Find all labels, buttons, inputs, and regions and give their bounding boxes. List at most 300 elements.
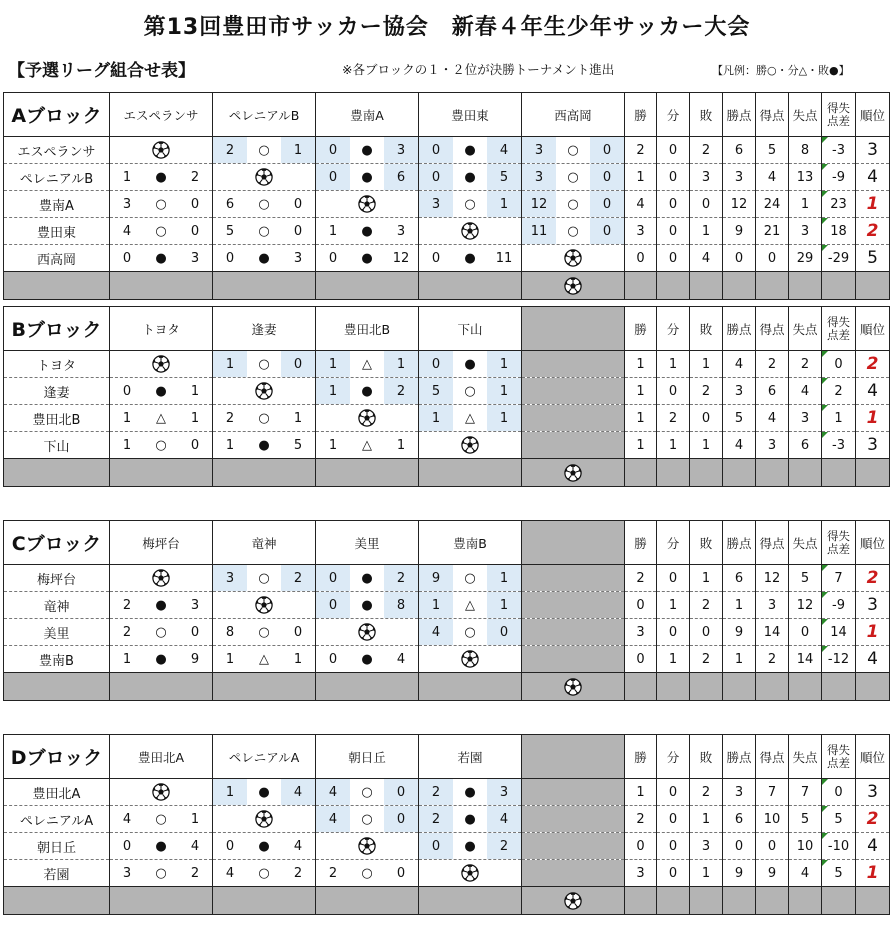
goal-count: 5 — [293, 437, 303, 453]
goal-count: 3 — [396, 223, 406, 239]
result-mark: ● — [453, 137, 487, 163]
match-result — [213, 833, 316, 860]
stat-value: 0 — [822, 351, 856, 378]
goal-count: 5 — [225, 223, 235, 239]
goal-count: 11 — [522, 218, 556, 244]
team-row — [4, 218, 890, 245]
soccer-ball-icon — [316, 191, 419, 218]
stat-value: 7 — [756, 779, 789, 806]
match-result — [316, 245, 419, 272]
empty-slot — [316, 673, 419, 701]
stat-value: 2 — [625, 137, 657, 164]
goal-count: 1 — [190, 383, 200, 399]
team-name: 西高岡 — [4, 245, 110, 272]
stat-value: -9 — [822, 164, 856, 191]
stat-value: 6 — [756, 378, 789, 405]
team-column-header: ペレニアルB — [213, 93, 316, 137]
stat-value: 8 — [789, 137, 822, 164]
goal-count: 1 — [122, 437, 132, 453]
match-result — [110, 218, 213, 245]
result-mark: ○ — [453, 378, 487, 404]
goal-count: 1 — [487, 405, 521, 431]
stat-value: 3 — [756, 592, 789, 619]
goal-count: 0 — [190, 624, 200, 640]
soccer-ball-icon — [213, 592, 316, 619]
goal-count: 3 — [213, 565, 247, 591]
stat-value: 4 — [723, 351, 756, 378]
goal-count: 0 — [190, 437, 200, 453]
result-mark: ● — [453, 164, 487, 190]
match-result — [213, 779, 316, 806]
result-mark: ● — [350, 565, 384, 591]
stat-value: 2 — [789, 351, 822, 378]
empty-slot — [625, 459, 657, 487]
team-row — [4, 432, 890, 459]
goal-count: 4 — [190, 838, 200, 854]
goal-count: 3 — [522, 137, 556, 163]
stat-value: 0 — [756, 245, 789, 272]
team-row — [4, 779, 890, 806]
goal-count: 4 — [487, 806, 521, 832]
team-name: 豊南B — [4, 646, 110, 673]
goal-count: 4 — [122, 811, 132, 827]
result-mark: ○ — [361, 865, 373, 881]
stat-value: 2 — [690, 592, 723, 619]
result-mark: ○ — [258, 865, 270, 881]
match-result — [419, 351, 522, 378]
stat-header: 得失 点差 — [822, 521, 856, 565]
result-mark: ● — [350, 137, 384, 163]
match-result — [419, 565, 522, 592]
empty-slot — [522, 833, 625, 860]
goal-count: 0 — [590, 191, 624, 217]
goal-count: 4 — [281, 779, 315, 805]
result-mark: △ — [362, 437, 372, 453]
team-column-header: 豊南B — [419, 521, 522, 565]
team-row — [4, 833, 890, 860]
result-mark: ○ — [155, 865, 167, 881]
result-mark: ● — [361, 250, 373, 266]
match-result — [213, 646, 316, 673]
empty-slot — [657, 272, 690, 300]
goal-count: 3 — [419, 191, 453, 217]
match-result — [316, 806, 419, 833]
stat-value: 1 — [723, 646, 756, 673]
soccer-ball-icon — [522, 245, 625, 272]
goal-count: 4 — [316, 779, 350, 805]
empty-slot — [522, 646, 625, 673]
stat-header: 得失 点差 — [822, 735, 856, 779]
stat-value: 0 — [657, 619, 690, 646]
stat-value: 29 — [789, 245, 822, 272]
team-column-header: 美里 — [316, 521, 419, 565]
stat-value: 0 — [625, 833, 657, 860]
result-mark: ● — [155, 651, 167, 667]
team-column-header: 豊南A — [316, 93, 419, 137]
goal-count: 2 — [281, 565, 315, 591]
result-mark: △ — [453, 405, 487, 431]
result-mark: ● — [155, 169, 167, 185]
result-mark: ● — [258, 250, 270, 266]
goal-count: 0 — [225, 250, 235, 266]
stat-value: 1 — [657, 432, 690, 459]
goal-count: 0 — [590, 218, 624, 244]
team-column-header: 豊田北A — [110, 735, 213, 779]
soccer-ball-icon — [522, 673, 625, 701]
empty-slot — [213, 459, 316, 487]
result-mark: ○ — [258, 410, 270, 426]
match-result — [110, 245, 213, 272]
empty-slot — [213, 272, 316, 300]
match-result — [316, 432, 419, 459]
soccer-ball-icon — [522, 459, 625, 487]
team-row — [4, 245, 890, 272]
stat-value: 0 — [657, 806, 690, 833]
goal-count: 0 — [190, 223, 200, 239]
result-mark: ○ — [258, 624, 270, 640]
stat-value: 4 — [789, 860, 822, 887]
goal-count: 0 — [431, 250, 441, 266]
rank: 4 — [856, 833, 890, 860]
page-title: 第13回豊田市サッカー協会 新春４年生少年サッカー大会 — [143, 15, 751, 40]
result-mark: △ — [259, 651, 269, 667]
empty-slot — [723, 459, 756, 487]
stat-value: 12 — [756, 565, 789, 592]
block-table — [3, 520, 890, 701]
result-mark: ○ — [350, 779, 384, 805]
match-result — [213, 137, 316, 164]
goal-count: 1 — [190, 410, 200, 426]
stat-header: 得点 — [756, 307, 789, 351]
team-name: 下山 — [4, 432, 110, 459]
team-name: 梅坪台 — [4, 565, 110, 592]
empty-slot — [856, 887, 890, 915]
footer-row — [4, 459, 890, 487]
team-row — [4, 191, 890, 218]
stat-value: 6 — [723, 806, 756, 833]
match-result — [522, 164, 625, 191]
goal-count: 1 — [419, 405, 453, 431]
match-result — [110, 833, 213, 860]
empty-slot — [522, 592, 625, 619]
rank: 3 — [856, 592, 890, 619]
empty-slot — [4, 272, 110, 300]
stat-header: 勝点 — [723, 735, 756, 779]
stat-header: 順位 — [856, 735, 890, 779]
match-result — [316, 164, 419, 191]
empty-slot — [625, 673, 657, 701]
result-mark: ● — [453, 351, 487, 377]
stat-value: 2 — [690, 378, 723, 405]
empty-slot — [690, 272, 723, 300]
stat-header: 勝点 — [723, 521, 756, 565]
team-row — [4, 592, 890, 619]
team-row — [4, 860, 890, 887]
result-mark: ○ — [155, 223, 167, 239]
empty-slot — [522, 405, 625, 432]
empty-slot — [522, 735, 625, 779]
match-result — [419, 833, 522, 860]
block-name: Bブロック — [4, 307, 110, 351]
page-subtitle: 【予選リーグ組合せ表】 — [8, 61, 195, 81]
stat-value: 2 — [657, 405, 690, 432]
stat-header: 勝 — [625, 93, 657, 137]
match-result — [213, 218, 316, 245]
goal-count: 2 — [293, 865, 303, 881]
team-row — [4, 806, 890, 833]
match-result — [110, 191, 213, 218]
goal-count: 0 — [293, 624, 303, 640]
match-result — [110, 405, 213, 432]
team-name: 美里 — [4, 619, 110, 646]
goal-count: 9 — [190, 651, 200, 667]
goal-count: 0 — [487, 619, 521, 645]
empty-slot — [4, 673, 110, 701]
team-name: 朝日丘 — [4, 833, 110, 860]
stat-value: 1 — [690, 860, 723, 887]
match-result — [213, 405, 316, 432]
result-mark: △ — [350, 351, 384, 377]
empty-slot — [789, 887, 822, 915]
match-result — [110, 378, 213, 405]
stat-value: 1 — [690, 218, 723, 245]
rank: 4 — [856, 646, 890, 673]
empty-slot — [522, 806, 625, 833]
empty-slot — [110, 887, 213, 915]
goal-count: 1 — [213, 351, 247, 377]
goal-count: 0 — [122, 250, 132, 266]
stat-value: 0 — [690, 191, 723, 218]
result-mark: ● — [155, 838, 167, 854]
stat-header: 順位 — [856, 521, 890, 565]
stat-header: 得点 — [756, 93, 789, 137]
result-mark: ○ — [247, 565, 281, 591]
stat-header: 敗 — [690, 735, 723, 779]
goal-count: 4 — [316, 806, 350, 832]
goal-count: 0 — [328, 250, 338, 266]
empty-slot — [756, 887, 789, 915]
stat-header: 敗 — [690, 521, 723, 565]
stat-value: 2 — [822, 378, 856, 405]
team-name: トヨタ — [4, 351, 110, 378]
soccer-ball-icon — [110, 779, 213, 806]
result-mark: ○ — [155, 196, 167, 212]
stat-value: 13 — [789, 164, 822, 191]
result-mark: ○ — [453, 191, 487, 217]
stat-value: 6 — [789, 432, 822, 459]
team-name: 豊田北A — [4, 779, 110, 806]
block-name: Cブロック — [4, 521, 110, 565]
stat-value: 0 — [756, 833, 789, 860]
rank: 2 — [856, 218, 890, 245]
match-result — [316, 351, 419, 378]
match-result — [213, 351, 316, 378]
stat-value: 2 — [690, 137, 723, 164]
result-mark: ○ — [155, 437, 167, 453]
soccer-ball-icon — [213, 164, 316, 191]
goal-count: 2 — [419, 806, 453, 832]
advancement-note: ※各ブロックの１・２位が決勝トーナメント進出 — [342, 62, 615, 77]
empty-slot — [419, 673, 522, 701]
stat-header: 分 — [657, 93, 690, 137]
rank: 2 — [856, 806, 890, 833]
empty-slot — [110, 272, 213, 300]
goal-count: 12 — [522, 191, 556, 217]
empty-slot — [756, 459, 789, 487]
empty-slot — [723, 272, 756, 300]
goal-count: 1 — [487, 565, 521, 591]
stat-value: 9 — [723, 218, 756, 245]
block-table — [3, 306, 890, 487]
empty-slot — [822, 459, 856, 487]
soccer-ball-icon — [110, 565, 213, 592]
rank: 1 — [856, 405, 890, 432]
rank: 1 — [856, 191, 890, 218]
match-result — [419, 806, 522, 833]
stat-value: 0 — [657, 137, 690, 164]
soccer-ball-icon — [419, 218, 522, 245]
stat-value: 5 — [789, 565, 822, 592]
stat-header: 勝点 — [723, 307, 756, 351]
empty-slot — [316, 887, 419, 915]
goal-count: 5 — [487, 164, 521, 190]
stat-value: 3 — [723, 164, 756, 191]
stat-value: 0 — [723, 245, 756, 272]
stat-value: 6 — [723, 565, 756, 592]
goal-count: 2 — [384, 565, 418, 591]
stat-value: 0 — [657, 860, 690, 887]
goal-count: 0 — [419, 137, 453, 163]
stat-header: 失点 — [789, 307, 822, 351]
empty-slot — [419, 459, 522, 487]
legend: 【凡例：勝○・分△・敗●】 — [712, 64, 850, 77]
stat-value: 0 — [657, 164, 690, 191]
team-name: 豊田東 — [4, 218, 110, 245]
stat-value: 21 — [756, 218, 789, 245]
result-mark: ○ — [155, 811, 167, 827]
result-mark: ○ — [247, 137, 281, 163]
empty-slot — [657, 887, 690, 915]
result-mark: ● — [350, 164, 384, 190]
stat-value: 2 — [756, 646, 789, 673]
team-column-header: 梅坪台 — [110, 521, 213, 565]
result-mark: ● — [453, 806, 487, 832]
team-column-header: ペレニアルA — [213, 735, 316, 779]
stat-value: 4 — [756, 405, 789, 432]
result-mark: ● — [247, 779, 281, 805]
goal-count: 4 — [487, 137, 521, 163]
stat-value: -3 — [822, 432, 856, 459]
match-result — [419, 191, 522, 218]
team-name: 逢妻 — [4, 378, 110, 405]
match-result — [419, 592, 522, 619]
goal-count: 0 — [316, 137, 350, 163]
goal-count: 1 — [487, 378, 521, 404]
empty-slot — [522, 565, 625, 592]
stat-header: 得失 点差 — [822, 307, 856, 351]
stat-header: 失点 — [789, 93, 822, 137]
result-mark: △ — [453, 592, 487, 618]
result-mark: ● — [155, 597, 167, 613]
result-mark: ○ — [350, 806, 384, 832]
stat-value: 0 — [657, 191, 690, 218]
match-result — [213, 565, 316, 592]
team-row — [4, 378, 890, 405]
goal-count: 2 — [190, 865, 200, 881]
stat-value: 1 — [657, 592, 690, 619]
empty-slot — [522, 521, 625, 565]
goal-count: 0 — [316, 565, 350, 591]
empty-slot — [822, 272, 856, 300]
stat-header: 失点 — [789, 521, 822, 565]
match-result — [419, 405, 522, 432]
stat-value: 0 — [657, 378, 690, 405]
match-result — [316, 860, 419, 887]
goal-count: 0 — [293, 196, 303, 212]
stat-value: 3 — [690, 833, 723, 860]
goal-count: 1 — [122, 651, 132, 667]
goal-count: 2 — [213, 137, 247, 163]
stat-header: 勝 — [625, 521, 657, 565]
stat-header: 順位 — [856, 307, 890, 351]
goal-count: 8 — [225, 624, 235, 640]
empty-slot — [789, 459, 822, 487]
stat-value: 0 — [657, 565, 690, 592]
empty-slot — [316, 272, 419, 300]
result-mark: ○ — [247, 351, 281, 377]
stat-value: 1 — [690, 432, 723, 459]
goal-count: 1 — [419, 592, 453, 618]
block-name: Dブロック — [4, 735, 110, 779]
result-mark: ○ — [556, 164, 590, 190]
soccer-ball-icon — [522, 272, 625, 300]
result-mark: ● — [361, 651, 373, 667]
match-result — [522, 191, 625, 218]
soccer-ball-icon — [213, 806, 316, 833]
empty-slot — [856, 459, 890, 487]
goal-count: 3 — [384, 137, 418, 163]
team-column-header: 下山 — [419, 307, 522, 351]
match-result — [213, 432, 316, 459]
stat-value: 3 — [625, 619, 657, 646]
stat-value: 0 — [690, 619, 723, 646]
goal-count: 1 — [190, 811, 200, 827]
goal-count: 1 — [293, 651, 303, 667]
result-mark: ● — [361, 223, 373, 239]
goal-count: 0 — [590, 164, 624, 190]
goal-count: 3 — [522, 164, 556, 190]
goal-count: 1 — [225, 437, 235, 453]
result-mark: ● — [350, 378, 384, 404]
stat-value: 0 — [625, 646, 657, 673]
team-row — [4, 646, 890, 673]
goal-count: 1 — [225, 651, 235, 667]
empty-slot — [522, 779, 625, 806]
empty-slot — [110, 673, 213, 701]
stat-value: 1 — [625, 432, 657, 459]
stat-header: 勝 — [625, 735, 657, 779]
stat-value: 0 — [789, 619, 822, 646]
empty-slot — [522, 307, 625, 351]
stat-header: 得点 — [756, 521, 789, 565]
empty-slot — [822, 673, 856, 701]
empty-slot — [657, 673, 690, 701]
goal-count: 4 — [293, 838, 303, 854]
stat-value: 9 — [723, 860, 756, 887]
goal-count: 1 — [487, 592, 521, 618]
stat-value: 5 — [822, 806, 856, 833]
match-result — [419, 619, 522, 646]
